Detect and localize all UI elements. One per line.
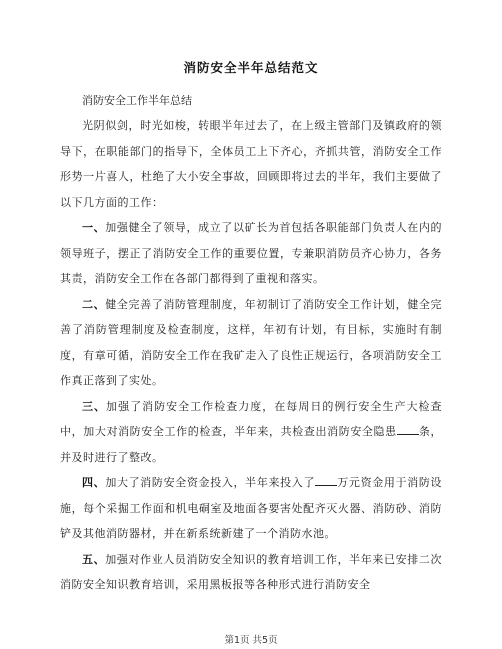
section-2-text: 健全完善了消防管理制度，年初制订了消防安全工作计划，健全完善了消防管理制度及检查制度，这样，年初有计划，有目标，实施时有制度，有章可循，消防安全工作在我矿走入了良性正规运行，各项消防安全工作真正落到了实处。 [60, 297, 442, 387]
document-subtitle: 消防安全工作半年总结 [82, 94, 192, 107]
intro-paragraph: 光阴似剑，时光如梭，转眼半年过去了，在上级主管部门及镇政府的领导下，在职能部门的指导下，全体员工上下齐心，齐抓共管，消防安全工作形势一片喜人，杜绝了大小安全事故，回顾即将过去的半年，我们主要做了以下几方面的工作： [60, 119, 442, 209]
page-number-footer: 第1页 共5页 [224, 635, 278, 646]
section-4-text-before: 加大了消防安全资金投入，半年来投入了 [105, 476, 316, 489]
section-1-lead: 一、 [82, 221, 106, 234]
section-2-paragraph [60, 292, 442, 394]
section-2-lead: 二、 [82, 297, 106, 311]
section-4-lead: 四、 [82, 476, 106, 489]
fill-in-blank [315, 475, 337, 486]
section-5-lead: 五、 [82, 552, 106, 566]
section-1-text: 加强健全了领导，成立了以矿长为首包括各职能部门负责人在内的领导班子，摆正了消防安全工作的重要位置，专兼职消防员齐心协力，各务其责，消防安全工作在各部门都得到了重视和落实。 [60, 221, 442, 285]
section-4-text-after: 万元资金用于消防设施，每个采掘工作面和机电硐室及地面各要害处配齐灭火器、消防砂、消防铲及其他消防器材，并在新系统新建了一个消防水池。 [60, 476, 443, 540]
section-3-text-after: 条，并及时进行了整改。 [60, 425, 443, 464]
section-5-text: 加强对作业人员消防安全知识的教育培训工作，半年来已安排二次消防安全知识教育培训，采用黑板报等各种形式进行消防安全 [60, 552, 442, 591]
section-5-paragraph [60, 547, 442, 598]
section-3-paragraph [60, 394, 442, 471]
fill-in-blank [397, 424, 419, 435]
section-3-lead: 三、 [82, 399, 107, 413]
section-4-paragraph [60, 470, 442, 547]
section-1-paragraph [60, 215, 442, 292]
page-title: 消防安全半年总结范文 [183, 60, 319, 75]
section-3-text-before: 加强了消防安全工作检查力度，在每周日的例行安全生产大检查中，加大对消防安全工作的检查，半年来，共检查出消防安全隐患 [60, 399, 443, 438]
